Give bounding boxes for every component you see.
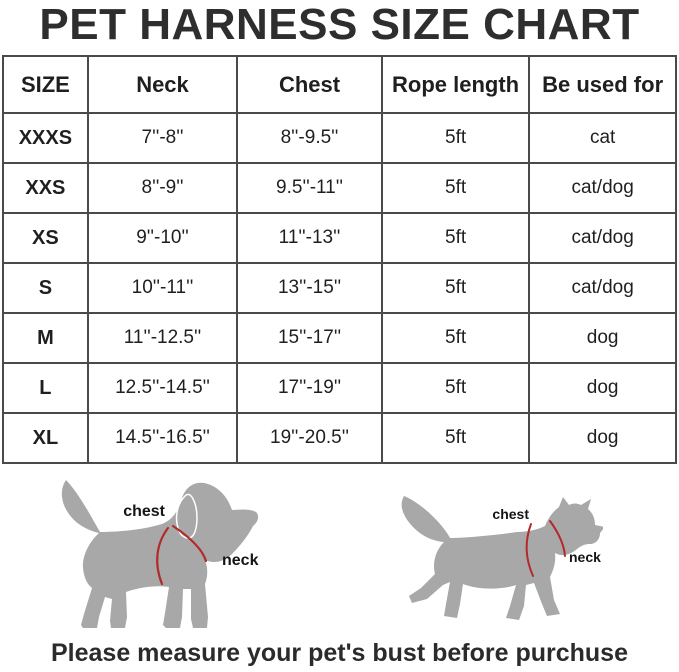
- cell-be-used-for: dog: [529, 313, 676, 363]
- column-header-neck: Neck: [88, 56, 237, 113]
- size-table: [2, 55, 677, 464]
- table-row: [3, 263, 676, 313]
- measurement-diagram: [0, 464, 679, 634]
- size-table-body: [3, 113, 676, 463]
- column-header-chest: Chest: [237, 56, 382, 113]
- cell-neck: 11''-12.5'': [88, 313, 237, 363]
- cell-rope-length: 5ft: [382, 163, 529, 213]
- cell-chest: 9.5''-11'': [237, 163, 382, 213]
- cell-neck: 14.5''-16.5'': [88, 413, 237, 463]
- table-row: [3, 163, 676, 213]
- cell-chest: 15''-17'': [237, 313, 382, 363]
- cell-neck: 8''-9'': [88, 163, 237, 213]
- table-row: [3, 363, 676, 413]
- cell-rope-length: 5ft: [382, 263, 529, 313]
- cell-size: S: [3, 263, 88, 313]
- cell-chest: 11''-13'': [237, 213, 382, 263]
- cell-be-used-for: cat/dog: [529, 263, 676, 313]
- cat-chest-label: chest: [492, 506, 529, 523]
- size-table-header-row: [3, 56, 676, 113]
- cell-neck: 12.5''-14.5'': [88, 363, 237, 413]
- table-row: [3, 313, 676, 363]
- cell-size: XXXS: [3, 113, 88, 163]
- cat-neck-label: neck: [569, 549, 601, 566]
- footer-note: Please measure your pet's bust before purchuse: [51, 639, 628, 668]
- table-row: [3, 113, 676, 163]
- cell-be-used-for: dog: [529, 413, 676, 463]
- cell-be-used-for: cat/dog: [529, 163, 676, 213]
- cell-neck: 10''-11'': [88, 263, 237, 313]
- cell-chest: 8''-9.5'': [237, 113, 382, 163]
- cell-be-used-for: dog: [529, 363, 676, 413]
- cell-rope-length: 5ft: [382, 113, 529, 163]
- cell-be-used-for: cat: [529, 113, 676, 163]
- page-title: PET HARNESS SIZE CHART: [39, 0, 640, 49]
- table-row: [3, 213, 676, 263]
- dog-silhouette: [52, 476, 264, 631]
- cell-be-used-for: cat/dog: [529, 213, 676, 263]
- cell-size: XXS: [3, 163, 88, 213]
- cell-chest: 19''-20.5'': [237, 413, 382, 463]
- cat-silhouette: [398, 492, 603, 624]
- cell-rope-length: 5ft: [382, 363, 529, 413]
- cell-rope-length: 5ft: [382, 413, 529, 463]
- cell-size: M: [3, 313, 88, 363]
- cell-rope-length: 5ft: [382, 213, 529, 263]
- cell-neck: 9''-10'': [88, 213, 237, 263]
- cell-size: L: [3, 363, 88, 413]
- cell-size: XS: [3, 213, 88, 263]
- column-header-rope-length: Rope length: [382, 56, 529, 113]
- dog-neck-label: neck: [222, 552, 259, 570]
- column-header-be-used-for: Be used for: [529, 56, 676, 113]
- column-header-size: SIZE: [3, 56, 88, 113]
- cell-chest: 13''-15'': [237, 263, 382, 313]
- table-row: [3, 413, 676, 463]
- cell-neck: 7''-8'': [88, 113, 237, 163]
- dog-chest-label: chest: [123, 503, 165, 521]
- cell-rope-length: 5ft: [382, 313, 529, 363]
- cell-chest: 17''-19'': [237, 363, 382, 413]
- cell-size: XL: [3, 413, 88, 463]
